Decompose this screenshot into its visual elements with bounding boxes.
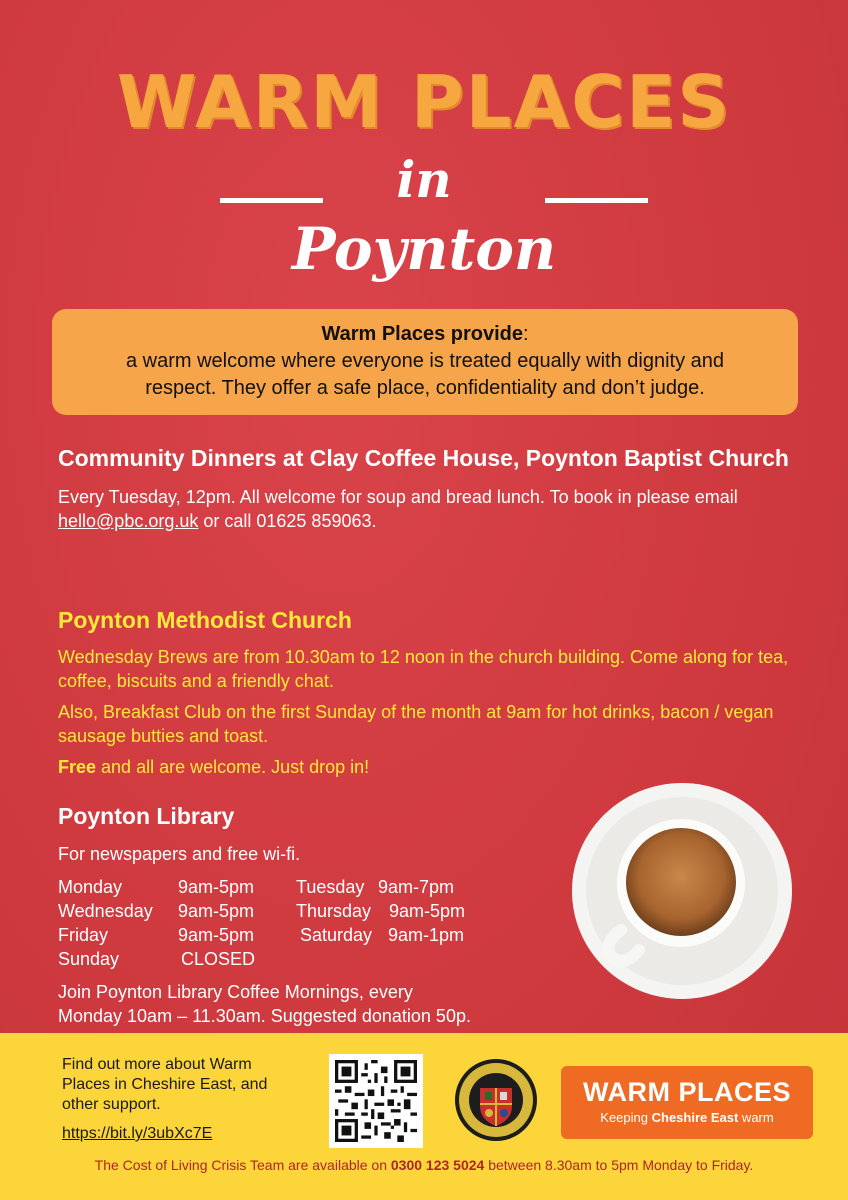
helpline-suffix: between 8.30am to 5pm Monday to Friday.: [484, 1157, 754, 1173]
dinners-heading: Community Dinners at Clay Coffee House, Poynton Baptist Church: [58, 445, 789, 471]
methodist-section: [58, 605, 798, 779]
hours-day: Sunday: [58, 949, 120, 969]
methodist-para-3-text: and all are welcome. Just drop in!: [96, 757, 370, 777]
qr-code[interactable]: [329, 1054, 423, 1148]
methodist-heading: Poynton Methodist Church: [58, 607, 352, 633]
dinners-body: [58, 485, 798, 533]
methodist-para-3: [58, 755, 798, 779]
hours-day: Wednesday: [58, 901, 153, 921]
brand-tagline-region: Cheshire East: [651, 1110, 739, 1125]
poynton-town-council-seal: [454, 1058, 538, 1142]
hours-time: 9am-5pm: [178, 901, 255, 921]
library-intro: For newspapers and free wi-fi.: [58, 844, 301, 864]
brand-tagline-prefix: Keeping: [600, 1110, 652, 1125]
library-heading: Poynton Library: [58, 803, 235, 829]
hours-time: 9am-1pm: [388, 925, 465, 945]
hours-day: Thursday: [296, 901, 372, 921]
coffee-line-2: Monday 10am – 11.30am. Suggested donation 50p.: [58, 1006, 471, 1026]
intro-heading-text: Warm Places provide: [321, 323, 523, 345]
coffee-mornings: [58, 980, 578, 1028]
warm-places-logo: [561, 1066, 813, 1139]
intro-box: [52, 309, 798, 415]
brand-tagline-suffix: warm: [738, 1110, 774, 1125]
intro-line-2: respect. They offer a safe place, confidentiality and don’t judge.: [145, 377, 705, 399]
coffee-line-1: Join Poynton Library Coffee Mornings, every: [58, 982, 413, 1002]
hours-time: 9am-5pm: [389, 901, 466, 921]
brand-tagline: [561, 1110, 813, 1125]
dinners-email-link[interactable]: hello@pbc.org.uk: [58, 511, 199, 531]
brand-wordmark: WARM PLACES: [583, 1077, 791, 1107]
hours-day: Tuesday: [296, 877, 365, 897]
hours-row: [58, 875, 558, 899]
hours-row: [58, 947, 558, 971]
library-section: [58, 801, 558, 1028]
intro-heading-colon: :: [523, 323, 529, 345]
intro-heading: [52, 321, 798, 348]
coffee-cup-illustration: [571, 780, 793, 1002]
hours-time: 9am-7pm: [378, 877, 455, 897]
hours-day: Monday: [58, 877, 123, 897]
helpline-note: [0, 1157, 848, 1173]
hours-row: [58, 899, 558, 923]
footer-link[interactable]: https://bit.ly/3ubXc7E: [62, 1125, 213, 1142]
dinners-body-text: Every Tuesday, 12pm. All welcome for soup and bread lunch. To book in please email: [58, 487, 738, 507]
poster-place-name: Poynton: [291, 215, 557, 283]
hours-day: Friday: [58, 925, 109, 945]
dinners-phone-text: or call 01625 859063.: [198, 511, 377, 531]
helpline-prefix: The Cost of Living Crisis Team are available on: [94, 1157, 391, 1173]
hours-day: Saturday: [300, 925, 373, 945]
methodist-para-1: Wednesday Brews are from 10.30am to 12 noon in the church building. Come along for tea, coffee, biscuits and a friendly chat.: [58, 647, 789, 691]
intro-line-1: a warm welcome where everyone is treated equally with dignity and: [125, 350, 725, 372]
footer-info: Find out more about Warm Places in Cheshire East, and other support.: [62, 1056, 268, 1113]
hours-time: 9am-5pm: [178, 925, 255, 945]
hours-time: 9am-5pm: [178, 877, 255, 897]
hours-row: [58, 923, 558, 947]
helpline-phone: 0300 123 5024: [390, 1157, 485, 1173]
hours-time: CLOSED: [181, 949, 256, 969]
poster-title: WARM PLACES: [116, 60, 732, 144]
methodist-para-2: Also, Breakfast Club on the first Sunday of the month at 9am for hot drinks, bacon / vegan sausage butties and toast.: [58, 702, 774, 746]
free-emphasis: Free: [58, 757, 97, 777]
title-divider-right: [545, 198, 648, 203]
library-hours: [58, 875, 558, 971]
dinners-section: [58, 443, 798, 533]
title-connector: in: [396, 150, 452, 209]
